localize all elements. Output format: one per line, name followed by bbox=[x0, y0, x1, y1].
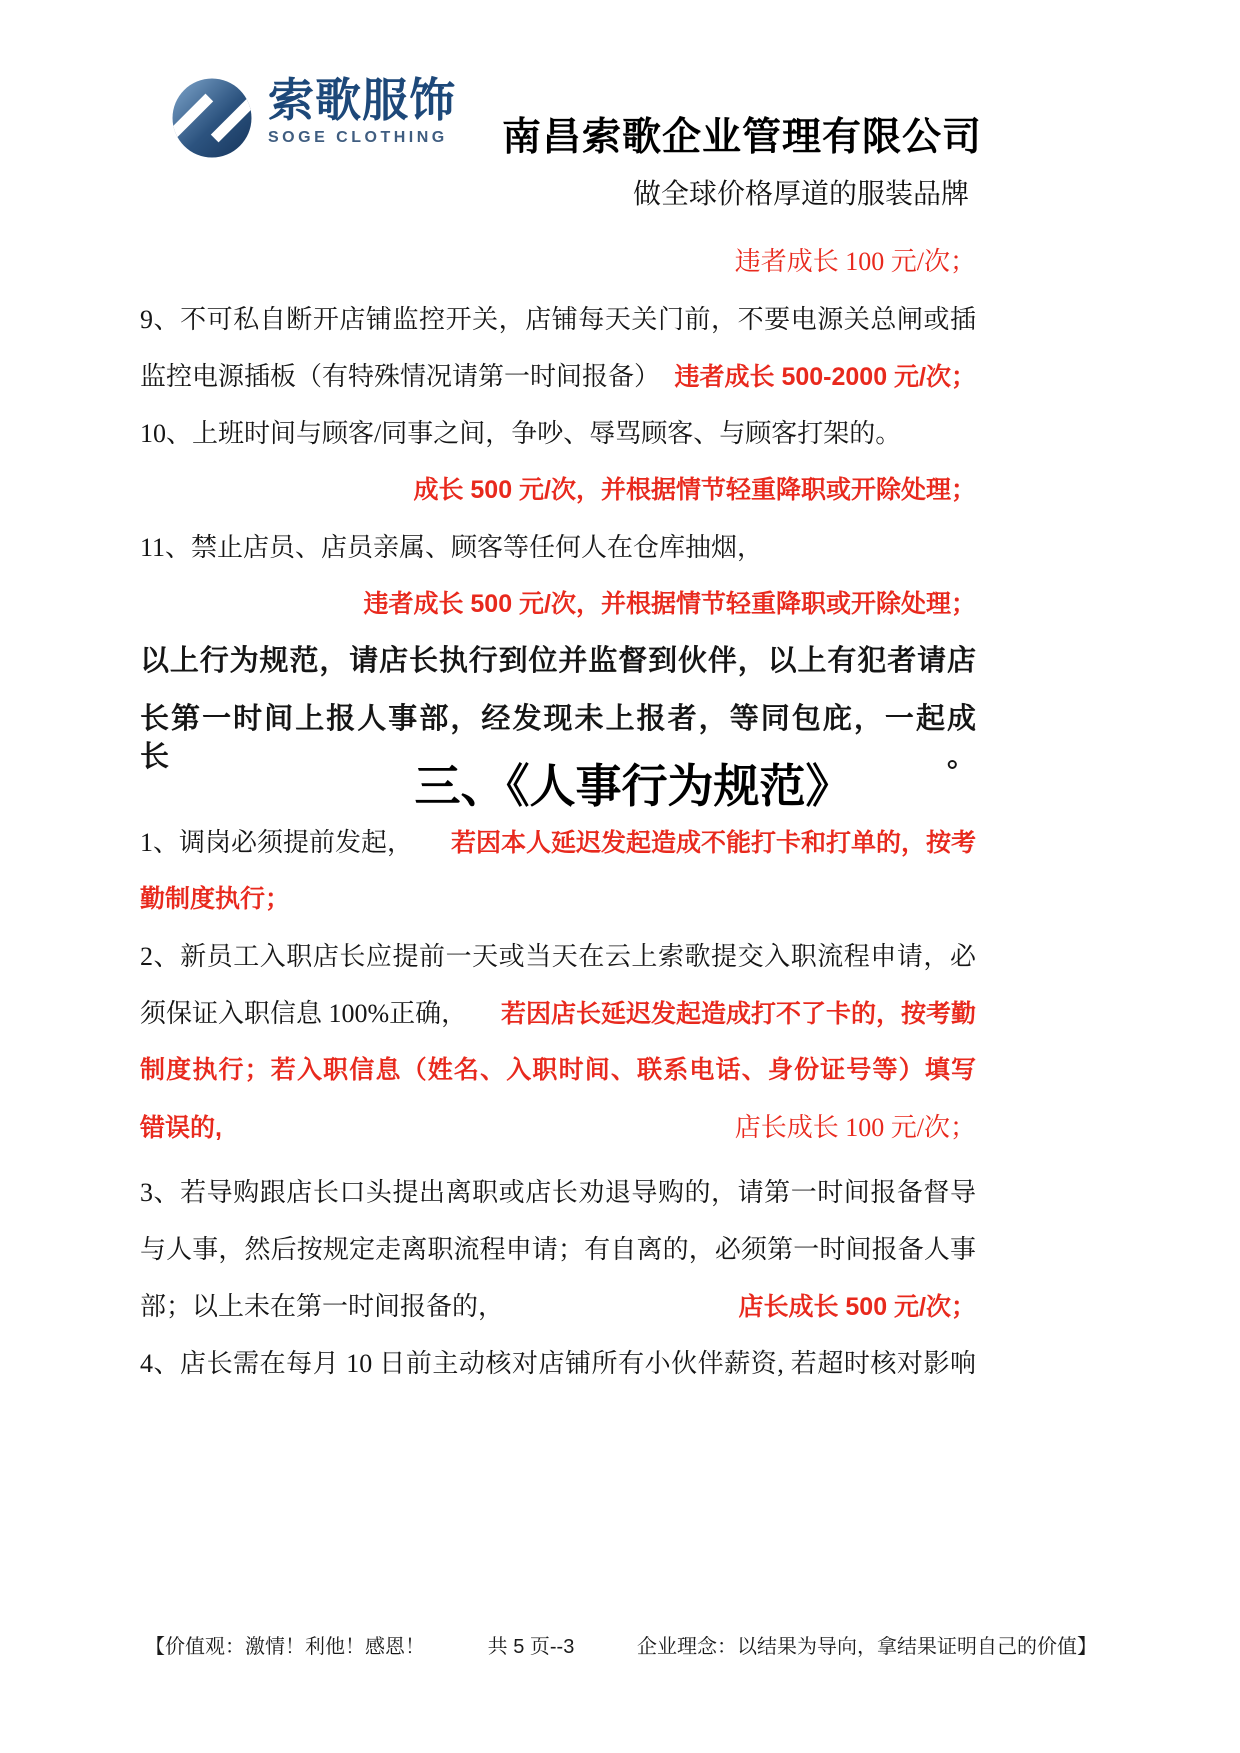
rule-item-10-penalty: 成长 500 元/次，并根据情节轻重降职或开除处理； bbox=[413, 476, 976, 504]
hr-item-2-line2-penalty: 若因店长延迟发起造成打不了卡的，按考勤 bbox=[500, 1000, 976, 1028]
footer-values: 【价值观：激情！利他！感恩！ bbox=[145, 1636, 425, 1658]
hr-item-3-line3-penalty: 店长成长 500 元/次； bbox=[738, 1293, 976, 1321]
rules-summary-line2: 长第一时间上报人事部，经发现未上报者，等同包庇，一起成长。 bbox=[140, 703, 976, 773]
hr-item-2-line2-text: 须保证入职信息 100%正确， bbox=[140, 999, 468, 1028]
soge-logo-icon bbox=[170, 76, 254, 160]
logo-wordmark bbox=[268, 76, 456, 147]
hr-item-3-line2: 与人事，然后按规定走离职流程申请；有自离的，必须第一时间报备人事 bbox=[140, 1235, 976, 1264]
rule-item-9-penalty: 违者成长 500-2000 元/次； bbox=[674, 363, 976, 391]
hr-item-2-line2 bbox=[140, 997, 976, 1031]
hr-item-1-penalty2: 勤制度执行； bbox=[140, 885, 291, 913]
footer-philosophy: 企业理念：以结果为导向，拿结果证明自己的价值】 bbox=[637, 1636, 1097, 1658]
logo-name-en: SOGE CLOTHING bbox=[268, 129, 448, 147]
company-title: 南昌索歌企业管理有限公司 bbox=[502, 116, 983, 159]
hr-item-2-line4-left: 错误的, bbox=[140, 1114, 222, 1142]
rule-item-9-line2-text: 监控电源插板（有特殊情况请第一时间报备） bbox=[140, 362, 661, 391]
rule-item-9-line1: 9、不可私自断开店铺监控开关，店铺每天关门前，不要电源关总闸或插 bbox=[140, 305, 976, 334]
company-slogan: 做全球价格厚道的服装品牌 bbox=[633, 179, 970, 210]
penalty-line-top: 违者成长 100 元/次； bbox=[734, 247, 976, 276]
hr-item-4-line1: 4、店长需在每月 10 日前主动核对店铺所有小伙伴薪资, 若超时核对影响 bbox=[140, 1349, 976, 1378]
hr-item-3-line1: 3、若导购跟店长口头提出离职或店长劝退导购的，请第一时间报备督导 bbox=[140, 1178, 976, 1207]
footer-page-number: 共 5 页--3 bbox=[487, 1636, 575, 1658]
page-footer bbox=[145, 1630, 1097, 1659]
hr-item-2-line4-penalty: 店长成长 100 元/次； bbox=[734, 1113, 976, 1142]
company-logo bbox=[170, 76, 456, 160]
logo-name-cn: 索歌服饰 bbox=[268, 74, 456, 126]
hr-item-2-line4 bbox=[140, 1111, 976, 1145]
hr-item-3-line3-text: 部；以上未在第一时间报备的， bbox=[140, 1292, 505, 1321]
hr-item-2-line1: 2、新员工入职店长应提前一天或当天在云上索歌提交入职流程申请，必 bbox=[140, 942, 976, 971]
section-title: 三、《人事行为规范》 bbox=[414, 761, 852, 812]
hr-item-3-line3 bbox=[140, 1290, 976, 1324]
rule-item-10: 10、上班时间与顾客/同事之间，争吵、辱骂顾客、与顾客打架的。 bbox=[140, 419, 902, 448]
rule-item-11: 11、禁止店员、店员亲属、顾客等任何人在仓库抽烟， bbox=[140, 533, 764, 562]
rule-item-9-line2 bbox=[140, 360, 976, 394]
hr-item-1-penalty1: 若因本人延迟发起造成不能打卡和打单的，按考 bbox=[450, 829, 976, 857]
hr-item-2-line3-penalty: 制度执行；若入职信息（姓名、入职时间、联系电话、身份证号等）填写 bbox=[140, 1056, 976, 1084]
hr-item-1-text: 1、调岗必须提前发起， bbox=[140, 828, 414, 857]
hr-item-1-line1 bbox=[140, 826, 976, 860]
rules-summary-line1: 以上行为规范，请店长执行到位并监督到伙伴，以上有犯者请店 bbox=[140, 645, 976, 677]
rule-item-11-penalty: 违者成长 500 元/次，并根据情节轻重降职或开除处理； bbox=[363, 590, 976, 618]
